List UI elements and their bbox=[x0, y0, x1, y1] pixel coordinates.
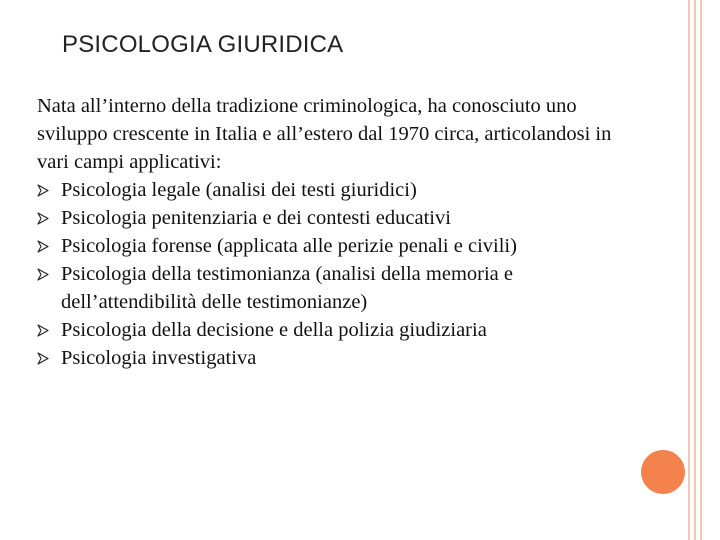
bullet-text: Psicologia forense (applicata alle perizie penali e civili) bbox=[61, 235, 517, 257]
decorative-vertical-line bbox=[694, 0, 696, 540]
arrowhead-bullet-icon bbox=[37, 240, 49, 253]
intro-paragraph: Nata all’interno della tradizione criminologica, ha conosciuto uno sviluppo crescente in Italia e all’estero dal 1970 circa, articolandosi in vari campi applicativi: bbox=[37, 95, 612, 173]
slide-title: PSICOLOGIA GIURIDICA bbox=[62, 31, 344, 58]
orange-circle-decoration bbox=[641, 450, 685, 494]
slide-body bbox=[37, 92, 627, 372]
arrowhead-bullet-icon bbox=[37, 212, 49, 225]
arrowhead-bullet-icon bbox=[37, 268, 49, 281]
arrowhead-bullet-icon bbox=[37, 184, 49, 197]
bullet-text: Psicologia della decisione e della polizia giudiziaria bbox=[61, 319, 487, 341]
bullet-text: Psicologia penitenziaria e dei contesti educativi bbox=[61, 207, 451, 229]
bullet-text: Psicologia della testimonianza (analisi della memoria e dell’attendibilità delle testimonianze) bbox=[61, 263, 513, 313]
arrowhead-bullet-icon bbox=[37, 324, 49, 337]
bullet-item bbox=[37, 316, 627, 344]
bullet-item bbox=[37, 204, 627, 232]
bullet-item bbox=[37, 176, 627, 204]
bullet-item bbox=[37, 260, 627, 316]
bullet-item bbox=[37, 232, 627, 260]
decorative-vertical-line bbox=[688, 0, 690, 540]
bullet-item bbox=[37, 344, 627, 372]
arrowhead-bullet-icon bbox=[37, 352, 49, 365]
bullet-text: Psicologia investigativa bbox=[61, 347, 257, 369]
decorative-vertical-line bbox=[700, 0, 702, 540]
bullet-list bbox=[37, 176, 627, 372]
bullet-text: Psicologia legale (analisi dei testi giuridici) bbox=[61, 179, 417, 201]
